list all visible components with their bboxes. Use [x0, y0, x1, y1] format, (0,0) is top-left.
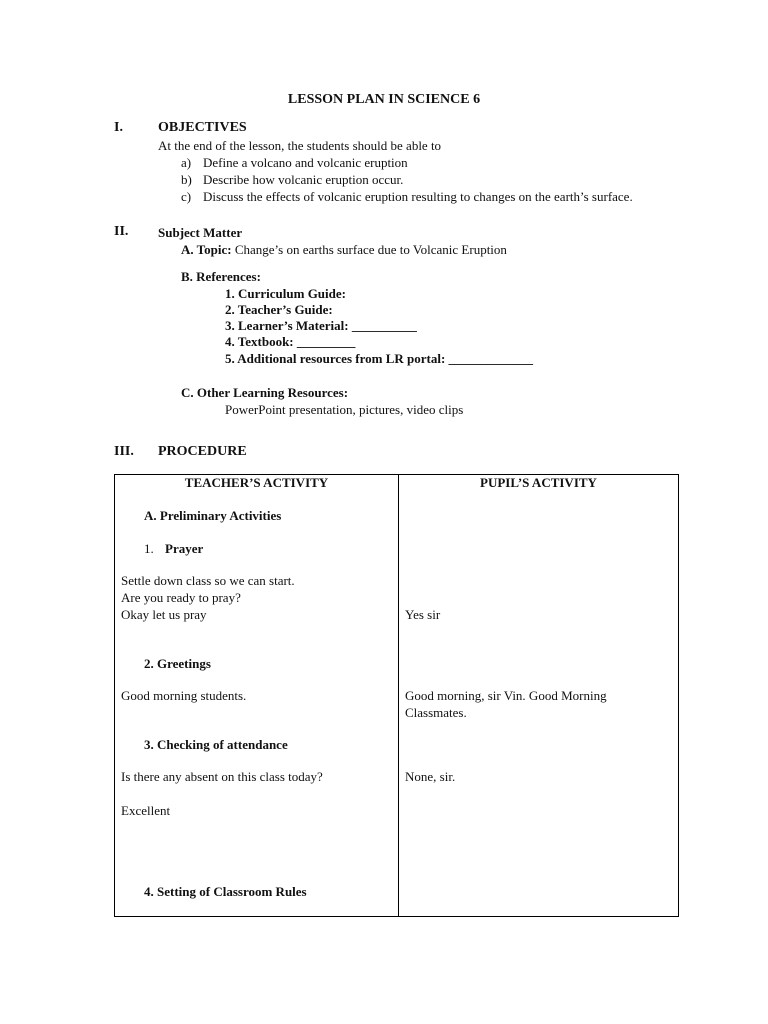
prayer-number: 1.: [144, 541, 154, 556]
objective-marker-a: a): [181, 155, 192, 170]
procedure-table: [114, 474, 679, 917]
teacher-line: Settle down class so we can start.: [121, 573, 295, 588]
topic-line: [181, 242, 507, 258]
objectives-intro: At the end of the lesson, the students should be able to: [158, 138, 442, 153]
preliminary-activities-heading: A. Preliminary Activities: [144, 508, 282, 523]
pupil-line: None, sir.: [405, 769, 456, 784]
topic-value: Change’s on earths surface due to Volcanic Eruption: [234, 242, 507, 257]
pupil-line: Good morning, sir Vin. Good Morning: [405, 688, 607, 703]
greetings-heading: 2. Greetings: [144, 656, 211, 671]
objective-marker-c: c): [181, 189, 192, 204]
objective-item-c: Discuss the effects of volcanic eruption resulting to changes on the earth’s surface.: [203, 189, 633, 204]
reference-item: 1. Curriculum Guide:: [225, 286, 346, 301]
attendance-heading: 3. Checking of attendance: [144, 737, 288, 752]
subject-matter-number: II.: [114, 224, 129, 239]
teacher-line: Good morning students.: [121, 688, 247, 703]
reference-item: 5. Additional resources from LR portal: _____________: [225, 351, 534, 366]
objective-item-a: Define a volcano and volcanic eruption: [203, 155, 408, 170]
references-label: B. References:: [181, 269, 261, 284]
topic-label: A. Topic:: [181, 242, 232, 257]
other-resources-value: PowerPoint presentation, pictures, video clips: [225, 402, 464, 417]
pupil-activity-header: PUPIL’S ACTIVITY: [480, 475, 597, 490]
objectives-number: I.: [114, 120, 123, 135]
teacher-activity-column: [115, 475, 399, 917]
prayer-heading: Prayer: [165, 541, 204, 556]
classroom-rules-heading: 4. Setting of Classroom Rules: [144, 884, 307, 899]
teacher-line: Excellent: [121, 803, 171, 818]
reference-item: 2. Teacher’s Guide:: [225, 302, 333, 317]
objective-item-b: Describe how volcanic eruption occur.: [203, 172, 404, 187]
teacher-line: Okay let us pray: [121, 607, 207, 622]
teacher-line: Are you ready to pray?: [121, 590, 241, 605]
other-resources-label: C. Other Learning Resources:: [181, 385, 349, 400]
teacher-line: Is there any absent on this class today?: [121, 769, 323, 784]
document-title: LESSON PLAN IN SCIENCE 6: [287, 92, 481, 107]
pupil-activity-column: [399, 475, 679, 917]
reference-item: 4. Textbook: _________: [225, 334, 356, 349]
reference-item: 3. Learner’s Material: __________: [225, 318, 417, 333]
objective-marker-b: b): [181, 172, 192, 187]
teacher-activity-header: TEACHER’S ACTIVITY: [184, 475, 329, 490]
objectives-heading: OBJECTIVES: [158, 120, 247, 135]
procedure-number: III.: [114, 444, 134, 459]
procedure-heading: PROCEDURE: [158, 444, 247, 459]
pupil-line: Classmates.: [405, 705, 467, 720]
subject-matter-heading: Subject Matter: [158, 225, 243, 240]
pupil-line: Yes sir: [405, 607, 441, 622]
